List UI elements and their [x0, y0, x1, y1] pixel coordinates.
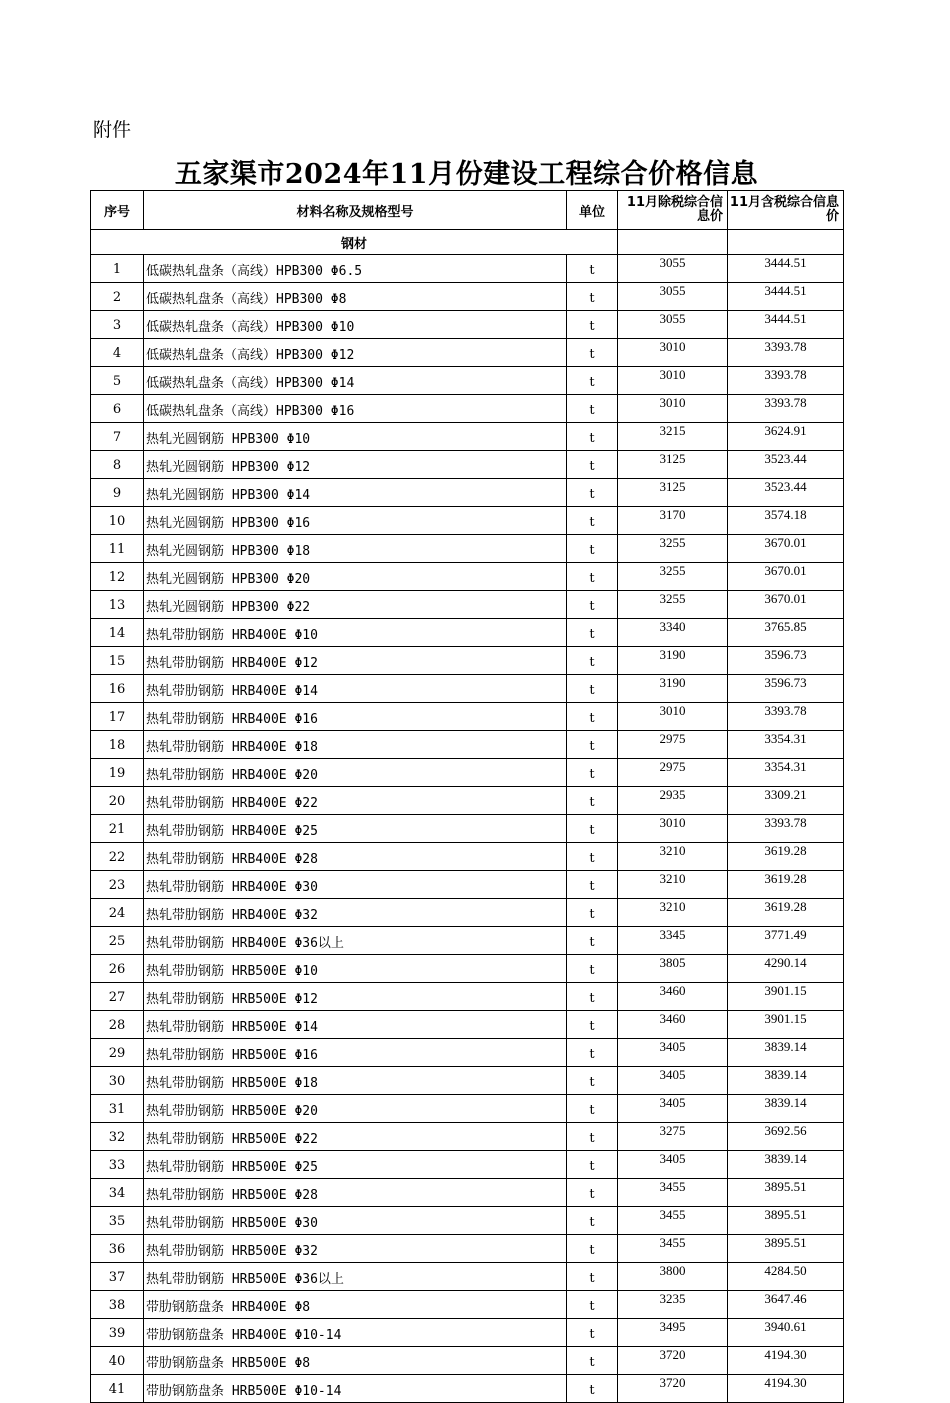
row-seq: 30: [91, 1067, 144, 1095]
row-seq: 15: [91, 647, 144, 675]
row-material-name: 热轧带肋钢筋 HRB500E Φ25: [144, 1151, 567, 1179]
row-unit: t: [567, 311, 618, 339]
row-material-name: 热轧光圆钢筋 HPB300 Φ18: [144, 535, 567, 563]
row-price-inc-tax: 3901.15: [728, 983, 844, 1011]
table-row: [91, 479, 844, 507]
row-material-name: 低碳热轧盘条（高线）HPB300 Φ6.5: [144, 255, 567, 283]
row-price-ex-tax: 3210: [618, 871, 728, 899]
category-blank-cell: [728, 230, 844, 255]
row-unit: t: [567, 871, 618, 899]
row-seq: 3: [91, 311, 144, 339]
row-unit: t: [567, 1039, 618, 1067]
row-material-name: 低碳热轧盘条（高线）HPB300 Φ12: [144, 339, 567, 367]
row-price-inc-tax: 3895.51: [728, 1235, 844, 1263]
row-price-ex-tax: 3255: [618, 563, 728, 591]
row-material-name: 热轧带肋钢筋 HRB400E Φ18: [144, 731, 567, 759]
row-unit: t: [567, 955, 618, 983]
row-price-inc-tax: 3895.51: [728, 1179, 844, 1207]
row-seq: 31: [91, 1095, 144, 1123]
table-row: [91, 759, 844, 787]
row-seq: 35: [91, 1207, 144, 1235]
row-seq: 41: [91, 1375, 144, 1403]
row-price-ex-tax: 3125: [618, 451, 728, 479]
row-price-inc-tax: 3692.56: [728, 1123, 844, 1151]
row-seq: 13: [91, 591, 144, 619]
row-material-name: 热轧带肋钢筋 HRB500E Φ20: [144, 1095, 567, 1123]
row-price-ex-tax: 3055: [618, 311, 728, 339]
page-title: 五家渠市2024年11月份建设工程综合价格信息: [174, 159, 759, 190]
row-material-name: 热轧带肋钢筋 HRB500E Φ36以上: [144, 1263, 567, 1291]
table-row: [91, 339, 844, 367]
row-price-ex-tax: 3720: [618, 1375, 728, 1403]
row-material-name: 热轧带肋钢筋 HRB400E Φ16: [144, 703, 567, 731]
row-seq: 27: [91, 983, 144, 1011]
row-material-name: 带肋钢筋盘条 HRB400E Φ8: [144, 1291, 567, 1319]
table-row: [91, 1095, 844, 1123]
row-material-name: 低碳热轧盘条（高线）HPB300 Φ8: [144, 283, 567, 311]
row-unit: t: [567, 1095, 618, 1123]
row-unit: t: [567, 1067, 618, 1095]
row-seq: 9: [91, 479, 144, 507]
row-seq: 12: [91, 563, 144, 591]
row-unit: t: [567, 1263, 618, 1291]
row-price-inc-tax: 3309.21: [728, 787, 844, 815]
table-row: [91, 1151, 844, 1179]
row-seq: 6: [91, 395, 144, 423]
table-row: [91, 423, 844, 451]
table-row: [91, 1011, 844, 1039]
row-price-inc-tax: 3354.31: [728, 759, 844, 787]
row-unit: t: [567, 339, 618, 367]
row-material-name: 热轧光圆钢筋 HPB300 Φ10: [144, 423, 567, 451]
row-seq: 17: [91, 703, 144, 731]
row-material-name: 热轧带肋钢筋 HRB500E Φ16: [144, 1039, 567, 1067]
row-unit: t: [567, 1319, 618, 1347]
row-unit: t: [567, 1179, 618, 1207]
table-row: [91, 1347, 844, 1375]
row-seq: 38: [91, 1291, 144, 1319]
table-row: [91, 1319, 844, 1347]
row-price-ex-tax: 2935: [618, 787, 728, 815]
row-price-inc-tax: 3444.51: [728, 283, 844, 311]
row-seq: 4: [91, 339, 144, 367]
row-price-ex-tax: 3255: [618, 591, 728, 619]
row-material-name: 热轧光圆钢筋 HPB300 Φ12: [144, 451, 567, 479]
row-unit: t: [567, 647, 618, 675]
row-seq: 26: [91, 955, 144, 983]
row-material-name: 热轧带肋钢筋 HRB500E Φ14: [144, 1011, 567, 1039]
table-row: [91, 731, 844, 759]
row-price-inc-tax: 4290.14: [728, 955, 844, 983]
header-unit: 单位: [567, 191, 618, 230]
row-material-name: 低碳热轧盘条（高线）HPB300 Φ10: [144, 311, 567, 339]
table-row: [91, 1291, 844, 1319]
row-material-name: 热轧带肋钢筋 HRB400E Φ25: [144, 815, 567, 843]
table-row: [91, 283, 844, 311]
row-price-ex-tax: 2975: [618, 731, 728, 759]
table-row: [91, 507, 844, 535]
row-material-name: 带肋钢筋盘条 HRB400E Φ10-14: [144, 1319, 567, 1347]
row-price-ex-tax: 3235: [618, 1291, 728, 1319]
row-material-name: 热轧带肋钢筋 HRB500E Φ18: [144, 1067, 567, 1095]
header-name: 材料名称及规格型号: [144, 191, 567, 230]
row-price-inc-tax: 3839.14: [728, 1067, 844, 1095]
row-price-inc-tax: 3765.85: [728, 619, 844, 647]
row-price-inc-tax: 3647.46: [728, 1291, 844, 1319]
table-row: [91, 1179, 844, 1207]
row-seq: 11: [91, 535, 144, 563]
row-material-name: 热轧带肋钢筋 HRB400E Φ36以上: [144, 927, 567, 955]
row-seq: 22: [91, 843, 144, 871]
table-row: [91, 955, 844, 983]
row-seq: 23: [91, 871, 144, 899]
row-seq: 24: [91, 899, 144, 927]
row-seq: 33: [91, 1151, 144, 1179]
row-unit: t: [567, 1347, 618, 1375]
row-seq: 21: [91, 815, 144, 843]
row-price-inc-tax: 3901.15: [728, 1011, 844, 1039]
row-price-ex-tax: 3405: [618, 1095, 728, 1123]
row-price-inc-tax: 3839.14: [728, 1039, 844, 1067]
row-seq: 7: [91, 423, 144, 451]
table-row: [91, 367, 844, 395]
row-price-ex-tax: 3125: [618, 479, 728, 507]
row-price-inc-tax: 3354.31: [728, 731, 844, 759]
category-blank-cell: [618, 230, 728, 255]
row-material-name: 热轧带肋钢筋 HRB400E Φ10: [144, 619, 567, 647]
row-unit: t: [567, 1235, 618, 1263]
row-seq: 40: [91, 1347, 144, 1375]
row-price-ex-tax: 3340: [618, 619, 728, 647]
row-seq: 28: [91, 1011, 144, 1039]
table-row: [91, 703, 844, 731]
row-price-ex-tax: 3010: [618, 703, 728, 731]
row-material-name: 低碳热轧盘条（高线）HPB300 Φ14: [144, 367, 567, 395]
row-unit: t: [567, 479, 618, 507]
row-price-ex-tax: 3405: [618, 1067, 728, 1095]
row-seq: 39: [91, 1319, 144, 1347]
row-unit: t: [567, 367, 618, 395]
row-price-inc-tax: 3771.49: [728, 927, 844, 955]
row-unit: t: [567, 619, 618, 647]
row-price-ex-tax: 3800: [618, 1263, 728, 1291]
table-row: [91, 871, 844, 899]
row-price-inc-tax: 3895.51: [728, 1207, 844, 1235]
row-seq: 5: [91, 367, 144, 395]
row-price-inc-tax: 3596.73: [728, 675, 844, 703]
row-seq: 32: [91, 1123, 144, 1151]
row-price-inc-tax: 3619.28: [728, 871, 844, 899]
table-row: [91, 1375, 844, 1403]
attachment-label: 附件: [93, 119, 132, 141]
row-seq: 14: [91, 619, 144, 647]
table-row: [91, 843, 844, 871]
row-price-ex-tax: 3455: [618, 1179, 728, 1207]
row-seq: 1: [91, 255, 144, 283]
row-unit: t: [567, 899, 618, 927]
row-price-ex-tax: 3720: [618, 1347, 728, 1375]
row-unit: t: [567, 927, 618, 955]
row-price-ex-tax: 3190: [618, 647, 728, 675]
row-material-name: 热轧带肋钢筋 HRB500E Φ10: [144, 955, 567, 983]
row-price-ex-tax: 3460: [618, 983, 728, 1011]
row-unit: t: [567, 1151, 618, 1179]
row-unit: t: [567, 591, 618, 619]
row-unit: t: [567, 843, 618, 871]
row-seq: 8: [91, 451, 144, 479]
row-material-name: 热轧带肋钢筋 HRB400E Φ22: [144, 787, 567, 815]
table-row: [91, 1123, 844, 1151]
row-material-name: 热轧光圆钢筋 HPB300 Φ22: [144, 591, 567, 619]
header-row: [91, 191, 844, 230]
header-seq: 序号: [91, 191, 144, 230]
row-material-name: 低碳热轧盘条（高线）HPB300 Φ16: [144, 395, 567, 423]
row-price-inc-tax: 3839.14: [728, 1095, 844, 1123]
header-price-inc-tax: 11月含税综合信息价: [728, 191, 844, 230]
row-material-name: 热轧带肋钢筋 HRB400E Φ30: [144, 871, 567, 899]
row-unit: t: [567, 815, 618, 843]
row-seq: 2: [91, 283, 144, 311]
row-price-inc-tax: 3393.78: [728, 367, 844, 395]
table-row: [91, 619, 844, 647]
table-row: [91, 451, 844, 479]
row-price-ex-tax: 3210: [618, 899, 728, 927]
row-price-ex-tax: 3495: [618, 1319, 728, 1347]
row-price-ex-tax: 3455: [618, 1207, 728, 1235]
row-price-inc-tax: 4194.30: [728, 1347, 844, 1375]
table-row: [91, 535, 844, 563]
row-price-ex-tax: 3055: [618, 255, 728, 283]
row-seq: 25: [91, 927, 144, 955]
row-material-name: 热轧带肋钢筋 HRB500E Φ12: [144, 983, 567, 1011]
row-price-inc-tax: 3523.44: [728, 479, 844, 507]
row-price-inc-tax: 3444.51: [728, 255, 844, 283]
row-price-ex-tax: 3405: [618, 1151, 728, 1179]
row-material-name: 带肋钢筋盘条 HRB500E Φ8: [144, 1347, 567, 1375]
row-unit: t: [567, 423, 618, 451]
table-row: [91, 899, 844, 927]
row-price-ex-tax: 3010: [618, 339, 728, 367]
row-price-inc-tax: 3596.73: [728, 647, 844, 675]
row-price-ex-tax: 3275: [618, 1123, 728, 1151]
row-price-inc-tax: 3523.44: [728, 451, 844, 479]
category-row: [91, 230, 844, 255]
row-unit: t: [567, 759, 618, 787]
row-unit: t: [567, 1123, 618, 1151]
header-price-ex-tax: 11月除税综合信息价: [618, 191, 728, 230]
row-price-inc-tax: 4194.30: [728, 1375, 844, 1403]
row-price-inc-tax: 4284.50: [728, 1263, 844, 1291]
row-price-inc-tax: 3670.01: [728, 535, 844, 563]
row-price-inc-tax: 3839.14: [728, 1151, 844, 1179]
row-seq: 37: [91, 1263, 144, 1291]
row-unit: t: [567, 395, 618, 423]
row-price-inc-tax: 3393.78: [728, 395, 844, 423]
row-material-name: 热轧带肋钢筋 HRB400E Φ28: [144, 843, 567, 871]
row-material-name: 热轧带肋钢筋 HRB400E Φ14: [144, 675, 567, 703]
row-seq: 34: [91, 1179, 144, 1207]
row-price-ex-tax: 3010: [618, 395, 728, 423]
price-table: [90, 190, 844, 1403]
row-unit: t: [567, 1207, 618, 1235]
row-price-ex-tax: 3170: [618, 507, 728, 535]
row-material-name: 热轧带肋钢筋 HRB400E Φ12: [144, 647, 567, 675]
table-row: [91, 591, 844, 619]
row-unit: t: [567, 1375, 618, 1403]
row-material-name: 热轧带肋钢筋 HRB500E Φ30: [144, 1207, 567, 1235]
row-price-ex-tax: 3010: [618, 367, 728, 395]
row-price-inc-tax: 3940.61: [728, 1319, 844, 1347]
row-price-inc-tax: 3574.18: [728, 507, 844, 535]
row-price-ex-tax: 3055: [618, 283, 728, 311]
row-price-ex-tax: 3215: [618, 423, 728, 451]
row-unit: t: [567, 535, 618, 563]
row-material-name: 热轧带肋钢筋 HRB400E Φ32: [144, 899, 567, 927]
table-row: [91, 563, 844, 591]
row-price-inc-tax: 3670.01: [728, 591, 844, 619]
row-seq: 20: [91, 787, 144, 815]
row-price-ex-tax: 3805: [618, 955, 728, 983]
table-row: [91, 311, 844, 339]
row-material-name: 热轧带肋钢筋 HRB500E Φ22: [144, 1123, 567, 1151]
table-row: [91, 983, 844, 1011]
row-unit: t: [567, 1291, 618, 1319]
row-price-ex-tax: 2975: [618, 759, 728, 787]
table-row: [91, 1039, 844, 1067]
row-unit: t: [567, 787, 618, 815]
row-material-name: 热轧光圆钢筋 HPB300 Φ20: [144, 563, 567, 591]
row-material-name: 热轧带肋钢筋 HRB500E Φ28: [144, 1179, 567, 1207]
row-material-name: 热轧光圆钢筋 HPB300 Φ16: [144, 507, 567, 535]
row-seq: 19: [91, 759, 144, 787]
row-unit: t: [567, 255, 618, 283]
row-unit: t: [567, 731, 618, 759]
row-material-name: 热轧带肋钢筋 HRB400E Φ20: [144, 759, 567, 787]
table-row: [91, 395, 844, 423]
row-unit: t: [567, 451, 618, 479]
row-seq: 10: [91, 507, 144, 535]
row-price-inc-tax: 3670.01: [728, 563, 844, 591]
table-row: [91, 787, 844, 815]
row-price-inc-tax: 3624.91: [728, 423, 844, 451]
row-seq: 36: [91, 1235, 144, 1263]
row-price-inc-tax: 3393.78: [728, 339, 844, 367]
row-price-inc-tax: 3444.51: [728, 311, 844, 339]
row-price-inc-tax: 3619.28: [728, 899, 844, 927]
row-seq: 18: [91, 731, 144, 759]
row-price-inc-tax: 3393.78: [728, 703, 844, 731]
row-unit: t: [567, 283, 618, 311]
table-row: [91, 815, 844, 843]
row-price-ex-tax: 3190: [618, 675, 728, 703]
row-price-inc-tax: 3619.28: [728, 843, 844, 871]
category-label: 钢材: [91, 230, 618, 255]
row-price-ex-tax: 3210: [618, 843, 728, 871]
row-price-ex-tax: 3405: [618, 1039, 728, 1067]
table-row: [91, 1207, 844, 1235]
row-unit: t: [567, 1011, 618, 1039]
row-unit: t: [567, 675, 618, 703]
table-row: [91, 1263, 844, 1291]
row-material-name: 带肋钢筋盘条 HRB500E Φ10-14: [144, 1375, 567, 1403]
table-row: [91, 1067, 844, 1095]
table-row: [91, 255, 844, 283]
row-unit: t: [567, 507, 618, 535]
table-row: [91, 1235, 844, 1263]
row-price-ex-tax: 3010: [618, 815, 728, 843]
row-price-ex-tax: 3455: [618, 1235, 728, 1263]
table-row: [91, 675, 844, 703]
row-seq: 16: [91, 675, 144, 703]
table-row: [91, 647, 844, 675]
table-row: [91, 927, 844, 955]
row-material-name: 热轧光圆钢筋 HPB300 Φ14: [144, 479, 567, 507]
row-unit: t: [567, 703, 618, 731]
row-unit: t: [567, 563, 618, 591]
row-seq: 29: [91, 1039, 144, 1067]
row-unit: t: [567, 983, 618, 1011]
row-price-ex-tax: 3345: [618, 927, 728, 955]
row-price-ex-tax: 3255: [618, 535, 728, 563]
row-price-ex-tax: 3460: [618, 1011, 728, 1039]
row-material-name: 热轧带肋钢筋 HRB500E Φ32: [144, 1235, 567, 1263]
row-price-inc-tax: 3393.78: [728, 815, 844, 843]
